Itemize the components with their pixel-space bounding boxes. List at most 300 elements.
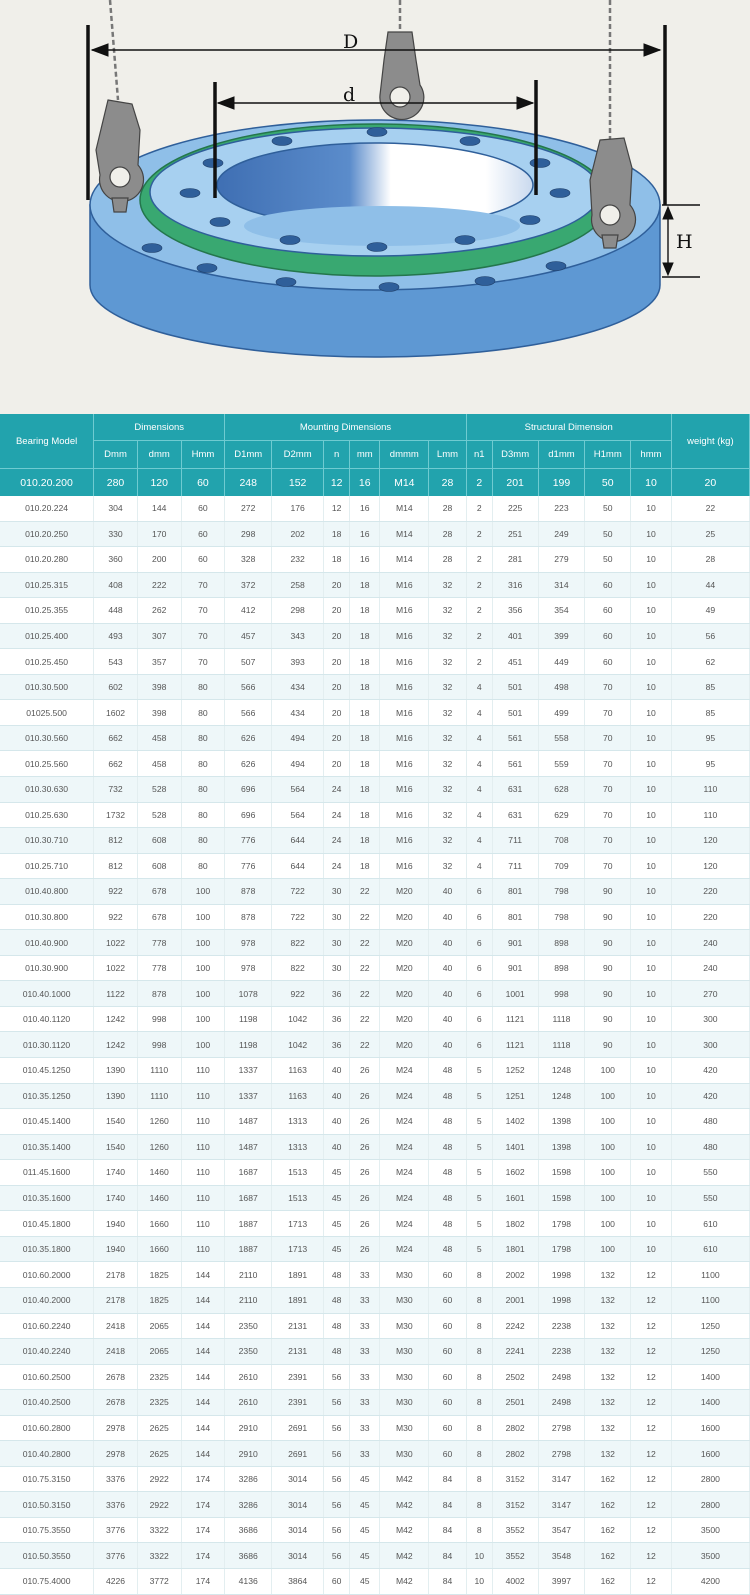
table-cell: 1825 [137, 1287, 181, 1313]
table-cell: 132 [585, 1262, 631, 1288]
table-cell: 10 [631, 1211, 672, 1237]
subheader-cell: dmmm [380, 441, 429, 469]
table-cell: 90 [585, 955, 631, 981]
table-cell: 70 [585, 751, 631, 777]
bearing-model-cell: 010.30.710 [0, 828, 94, 854]
table-cell: 10 [631, 725, 672, 751]
table-cell: 1740 [94, 1160, 138, 1186]
table-cell: 2498 [538, 1364, 585, 1390]
table-cell: 2 [466, 598, 492, 624]
table-cell: 144 [181, 1287, 225, 1313]
table-cell: 608 [137, 853, 181, 879]
table-cell: 801 [492, 904, 538, 930]
label-height: H [676, 231, 693, 253]
table-cell: 18 [350, 674, 380, 700]
table-cell: 550 [671, 1160, 749, 1186]
table-cell: 1118 [538, 1032, 585, 1058]
table-cell: 70 [585, 828, 631, 854]
table-cell: 3152 [492, 1492, 538, 1518]
bearing-model-cell: 010.30.900 [0, 955, 94, 981]
table-cell: 1252 [492, 1058, 538, 1084]
table-cell: 10 [466, 1568, 492, 1594]
h-arrow-bottom [663, 263, 673, 275]
d-inner-arrow-left [218, 97, 234, 109]
table-cell: 328 [225, 547, 272, 573]
table-cell: 152 [272, 469, 324, 497]
table-row [0, 547, 750, 573]
table-cell: 25 [671, 521, 749, 547]
table-cell: 8 [466, 1492, 492, 1518]
bearing-model-cell: 010.25.400 [0, 623, 94, 649]
table-cell: M16 [380, 777, 429, 803]
table-cell: 60 [429, 1313, 466, 1339]
table-cell: 80 [181, 700, 225, 726]
table-cell: 629 [538, 802, 585, 828]
table-cell: 132 [585, 1441, 631, 1467]
table-cell: 3147 [538, 1492, 585, 1518]
table-cell: 1078 [225, 981, 272, 1007]
table-cell: 662 [94, 751, 138, 777]
table-cell: 100 [181, 1032, 225, 1058]
table-cell: 448 [94, 598, 138, 624]
table-row [0, 1492, 750, 1518]
table-cell: 4 [466, 700, 492, 726]
table-cell: 144 [181, 1339, 225, 1365]
table-cell: 2 [466, 496, 492, 521]
table-cell: 84 [429, 1492, 466, 1518]
table-cell: M20 [380, 879, 429, 905]
table-cell: 4 [466, 777, 492, 803]
table-cell: 408 [94, 572, 138, 598]
table-cell: 50 [585, 496, 631, 521]
table-cell: 26 [350, 1083, 380, 1109]
table-cell: 33 [350, 1441, 380, 1467]
table-cell: 1402 [492, 1109, 538, 1135]
table-cell: 2802 [492, 1441, 538, 1467]
table-cell: 1460 [137, 1185, 181, 1211]
table-cell: 644 [272, 853, 324, 879]
table-cell: 10 [631, 802, 672, 828]
table-cell: 162 [585, 1492, 631, 1518]
table-cell: M20 [380, 981, 429, 1007]
table-cell: 2002 [492, 1262, 538, 1288]
table-row [0, 1364, 750, 1390]
table-cell: 6 [466, 981, 492, 1007]
mounting-hole [280, 236, 300, 245]
table-cell: 220 [671, 904, 749, 930]
table-cell: 1600 [671, 1415, 749, 1441]
table-cell: 12 [631, 1339, 672, 1365]
bearing-model-cell: 010.40.2500 [0, 1390, 94, 1416]
table-cell: 40 [429, 1006, 466, 1032]
left-hook-eye [110, 167, 130, 187]
table-cell: 240 [671, 955, 749, 981]
table-cell: 2065 [137, 1339, 181, 1365]
table-cell: 8 [466, 1415, 492, 1441]
table-cell: 998 [137, 1032, 181, 1058]
table-cell: 100 [181, 955, 225, 981]
header-dimensions: Dimensions [94, 414, 225, 441]
header-bearing-model: Bearing Model [0, 414, 94, 469]
table-cell: 5 [466, 1236, 492, 1262]
bearing-model-cell: 010.25.560 [0, 751, 94, 777]
table-cell: 1313 [272, 1109, 324, 1135]
table-cell: 1798 [538, 1211, 585, 1237]
table-row [0, 1160, 750, 1186]
table-cell: 174 [181, 1466, 225, 1492]
table-cell: 36 [324, 1006, 350, 1032]
subheader-cell: mm [350, 441, 380, 469]
table-cell: 776 [225, 828, 272, 854]
table-cell: 18 [350, 623, 380, 649]
table-cell: 3776 [94, 1517, 138, 1543]
table-row [0, 1032, 750, 1058]
table-cell: 144 [181, 1415, 225, 1441]
table-cell: 3376 [94, 1492, 138, 1518]
table-cell: 56 [324, 1543, 350, 1569]
table-cell: 95 [671, 725, 749, 751]
table-cell: 132 [585, 1415, 631, 1441]
table-cell: 330 [94, 521, 138, 547]
table-body [0, 469, 750, 1595]
table-cell: 70 [585, 674, 631, 700]
table-cell: 3286 [225, 1492, 272, 1518]
mounting-hole [550, 189, 570, 198]
table-cell: 10 [631, 521, 672, 547]
table-cell: 20 [324, 649, 350, 675]
table-cell: 100 [585, 1109, 631, 1135]
bearing-model-cell: 010.40.800 [0, 879, 94, 905]
right-hook [590, 138, 636, 242]
table-cell: 628 [538, 777, 585, 803]
table-cell: 80 [181, 751, 225, 777]
table-cell: 5 [466, 1058, 492, 1084]
left-hook-bolt [112, 198, 128, 212]
table-cell: 2131 [272, 1313, 324, 1339]
table-cell: 420 [671, 1083, 749, 1109]
table-cell: 1121 [492, 1006, 538, 1032]
table-cell: 1250 [671, 1339, 749, 1365]
table-cell: 32 [429, 598, 466, 624]
table-cell: 711 [492, 853, 538, 879]
table-cell: 1118 [538, 1006, 585, 1032]
table-cell: 2 [466, 649, 492, 675]
table-cell: 1001 [492, 981, 538, 1007]
table-cell: 120 [671, 828, 749, 854]
table-cell: 12 [631, 1568, 672, 1594]
table-cell: 898 [538, 930, 585, 956]
table-cell: 550 [671, 1185, 749, 1211]
table-cell: 4 [466, 853, 492, 879]
table-cell: 1198 [225, 1032, 272, 1058]
table-cell: 711 [492, 828, 538, 854]
table-cell: 412 [225, 598, 272, 624]
bearing-model-cell: 010.35.1250 [0, 1083, 94, 1109]
table-cell: 898 [538, 955, 585, 981]
table-cell: 1940 [94, 1211, 138, 1237]
table-cell: 60 [181, 521, 225, 547]
d-outer-arrow-right [644, 44, 660, 56]
table-cell: 10 [631, 1032, 672, 1058]
bearing-model-cell: 010.40.1000 [0, 981, 94, 1007]
table-cell: 20 [671, 469, 749, 497]
table-cell: 10 [631, 1134, 672, 1160]
table-cell: 480 [671, 1109, 749, 1135]
subheader-cell: hmm [631, 441, 672, 469]
table-cell: 1602 [94, 700, 138, 726]
table-cell: 56 [324, 1492, 350, 1518]
table-cell: 566 [225, 700, 272, 726]
bearing-model-cell: 010.60.2000 [0, 1262, 94, 1288]
table-cell: 70 [181, 649, 225, 675]
table-cell: 1242 [94, 1032, 138, 1058]
table-cell: 494 [272, 751, 324, 777]
table-cell: 314 [538, 572, 585, 598]
table-cell: 18 [350, 725, 380, 751]
table-cell: 1242 [94, 1006, 138, 1032]
table-cell: 3147 [538, 1466, 585, 1492]
table-cell: 3686 [225, 1517, 272, 1543]
table-cell: 3686 [225, 1543, 272, 1569]
table-cell: 12 [324, 469, 350, 497]
table-cell: 3152 [492, 1466, 538, 1492]
table-cell: 60 [181, 496, 225, 521]
table-cell: 12 [631, 1262, 672, 1288]
table-cell: 356 [492, 598, 538, 624]
table-cell: 354 [538, 598, 585, 624]
table-cell: 70 [585, 700, 631, 726]
subheader-cell: D1mm [225, 441, 272, 469]
table-cell: 10 [631, 879, 672, 905]
table-cell: M16 [380, 751, 429, 777]
table-cell: 1802 [492, 1211, 538, 1237]
table-cell: 696 [225, 777, 272, 803]
table-cell: 40 [429, 904, 466, 930]
table-cell: 100 [181, 1006, 225, 1032]
table-cell: 12 [631, 1543, 672, 1569]
table-cell: 5 [466, 1083, 492, 1109]
table-cell: 4200 [671, 1568, 749, 1594]
table-cell: 2625 [137, 1441, 181, 1467]
table-cell: 10 [631, 469, 672, 497]
table-cell: 2501 [492, 1390, 538, 1416]
table-cell: 56 [324, 1364, 350, 1390]
table-row [0, 981, 750, 1007]
table-row [0, 1134, 750, 1160]
d-inner-arrow-right [517, 97, 533, 109]
table-row [0, 1287, 750, 1313]
table-cell: 32 [429, 751, 466, 777]
bearing-model-cell: 010.30.500 [0, 674, 94, 700]
table-row [0, 649, 750, 675]
table-cell: M14 [380, 547, 429, 573]
mounting-hole [197, 264, 217, 273]
table-cell: 998 [538, 981, 585, 1007]
table-cell: 22 [350, 930, 380, 956]
table-cell: 40 [429, 879, 466, 905]
table-cell: 70 [585, 802, 631, 828]
table-cell: 33 [350, 1390, 380, 1416]
table-cell: M20 [380, 1006, 429, 1032]
table-cell: M16 [380, 853, 429, 879]
bearing-model-cell: 010.40.2800 [0, 1441, 94, 1467]
table-cell: 457 [225, 623, 272, 649]
table-cell: 561 [492, 751, 538, 777]
table-cell: 3014 [272, 1517, 324, 1543]
table-cell: 70 [585, 725, 631, 751]
table-cell: 8 [466, 1287, 492, 1313]
table-cell: 45 [324, 1236, 350, 1262]
table-cell: 12 [631, 1390, 672, 1416]
table-cell: 2110 [225, 1262, 272, 1288]
table-cell: 33 [350, 1415, 380, 1441]
table-cell: 1248 [538, 1083, 585, 1109]
bearing-model-cell: 010.20.224 [0, 496, 94, 521]
table-cell: 1540 [94, 1134, 138, 1160]
table-cell: 5 [466, 1134, 492, 1160]
table-row [0, 879, 750, 905]
table-row [0, 1058, 750, 1084]
table-cell: 20 [324, 674, 350, 700]
table-cell: 4 [466, 751, 492, 777]
table-cell: 16 [350, 496, 380, 521]
table-cell: 48 [324, 1287, 350, 1313]
table-cell: 1602 [492, 1160, 538, 1186]
table-cell: 8 [466, 1466, 492, 1492]
header-structural-dimension: Structural Dimension [466, 414, 671, 441]
table-cell: 1121 [492, 1032, 538, 1058]
table-cell: 10 [631, 674, 672, 700]
table-cell: 18 [324, 547, 350, 573]
table-cell: 10 [631, 904, 672, 930]
table-cell: M20 [380, 930, 429, 956]
table-cell: 626 [225, 725, 272, 751]
table-cell: 144 [181, 1441, 225, 1467]
table-cell: 12 [631, 1466, 672, 1492]
table-row [0, 1006, 750, 1032]
subheader-cell: n1 [466, 441, 492, 469]
table-cell: 32 [429, 828, 466, 854]
table-cell: 4 [466, 674, 492, 700]
table-cell: 262 [137, 598, 181, 624]
table-cell: 6 [466, 930, 492, 956]
table-cell: 4136 [225, 1568, 272, 1594]
table-cell: 1940 [94, 1236, 138, 1262]
header-weight: weight (kg) [671, 414, 749, 469]
table-cell: 610 [671, 1211, 749, 1237]
table-cell: 48 [429, 1160, 466, 1186]
table-cell: 170 [137, 521, 181, 547]
table-cell: 1601 [492, 1185, 538, 1211]
table-cell: 174 [181, 1492, 225, 1518]
bearing-model-cell: 010.40.900 [0, 930, 94, 956]
table-cell: 30 [324, 930, 350, 956]
table-cell: 2418 [94, 1313, 138, 1339]
table-cell: 12 [631, 1313, 672, 1339]
bearing-model-cell: 010.60.2240 [0, 1313, 94, 1339]
table-cell: 28 [429, 469, 466, 497]
table-cell: 281 [492, 547, 538, 573]
table-cell: 393 [272, 649, 324, 675]
table-row [0, 777, 750, 803]
table-cell: 26 [350, 1058, 380, 1084]
table-cell: 45 [350, 1517, 380, 1543]
table-cell: 558 [538, 725, 585, 751]
bearing-model-cell: 010.60.2500 [0, 1364, 94, 1390]
table-cell: 48 [324, 1262, 350, 1288]
table-cell: 812 [94, 853, 138, 879]
table-cell: 401 [492, 623, 538, 649]
bearing-model-cell: 01025.500 [0, 700, 94, 726]
bearing-model-cell: 010.45.1250 [0, 1058, 94, 1084]
table-cell: 84 [429, 1517, 466, 1543]
table-cell: M24 [380, 1236, 429, 1262]
table-cell: M42 [380, 1517, 429, 1543]
table-cell: 2978 [94, 1415, 138, 1441]
table-cell: 1732 [94, 802, 138, 828]
table-cell: 2802 [492, 1415, 538, 1441]
bearing-illustration [0, 0, 750, 414]
middle-hook-eye [390, 87, 410, 107]
bearing-model-cell: 010.30.1120 [0, 1032, 94, 1058]
table-cell: 16 [350, 547, 380, 573]
table-cell: 398 [137, 674, 181, 700]
table-cell: 1251 [492, 1083, 538, 1109]
table-cell: 70 [181, 572, 225, 598]
table-cell: 1122 [94, 981, 138, 1007]
mounting-hole [203, 159, 223, 168]
table-cell: 26 [350, 1211, 380, 1237]
table-cell: M30 [380, 1339, 429, 1365]
table-cell: 60 [181, 547, 225, 573]
bearing-model-cell: 010.75.4000 [0, 1568, 94, 1594]
table-cell: 248 [225, 469, 272, 497]
table-cell: 30 [324, 879, 350, 905]
table-cell: 300 [671, 1006, 749, 1032]
table-row [0, 1517, 750, 1543]
table-cell: M16 [380, 649, 429, 675]
table-cell: 1248 [538, 1058, 585, 1084]
table-cell: 10 [631, 1109, 672, 1135]
table-cell: 162 [585, 1543, 631, 1569]
table-cell: 10 [631, 1236, 672, 1262]
bearing-model-cell: 010.35.1400 [0, 1134, 94, 1160]
table-cell: 316 [492, 572, 538, 598]
table-cell: 1390 [94, 1058, 138, 1084]
table-cell: 249 [538, 521, 585, 547]
table-cell: 24 [324, 802, 350, 828]
table-cell: 2 [466, 521, 492, 547]
table-cell: 1042 [272, 1032, 324, 1058]
bearing-model-cell: 010.40.2240 [0, 1339, 94, 1365]
table-cell: 45 [324, 1160, 350, 1186]
table-cell: 110 [181, 1185, 225, 1211]
table-cell: 678 [137, 904, 181, 930]
table-cell: 45 [350, 1543, 380, 1569]
table-cell: 1713 [272, 1236, 324, 1262]
table-cell: 60 [429, 1262, 466, 1288]
table-cell: 10 [631, 1185, 672, 1211]
table-cell: 33 [350, 1364, 380, 1390]
table-cell: 80 [181, 853, 225, 879]
table-cell: 922 [272, 981, 324, 1007]
table-cell: 3552 [492, 1517, 538, 1543]
table-cell: 4226 [94, 1568, 138, 1594]
table-cell: 32 [429, 777, 466, 803]
table-cell: 12 [631, 1364, 672, 1390]
table-cell: 100 [585, 1160, 631, 1186]
table-cell: 18 [350, 598, 380, 624]
